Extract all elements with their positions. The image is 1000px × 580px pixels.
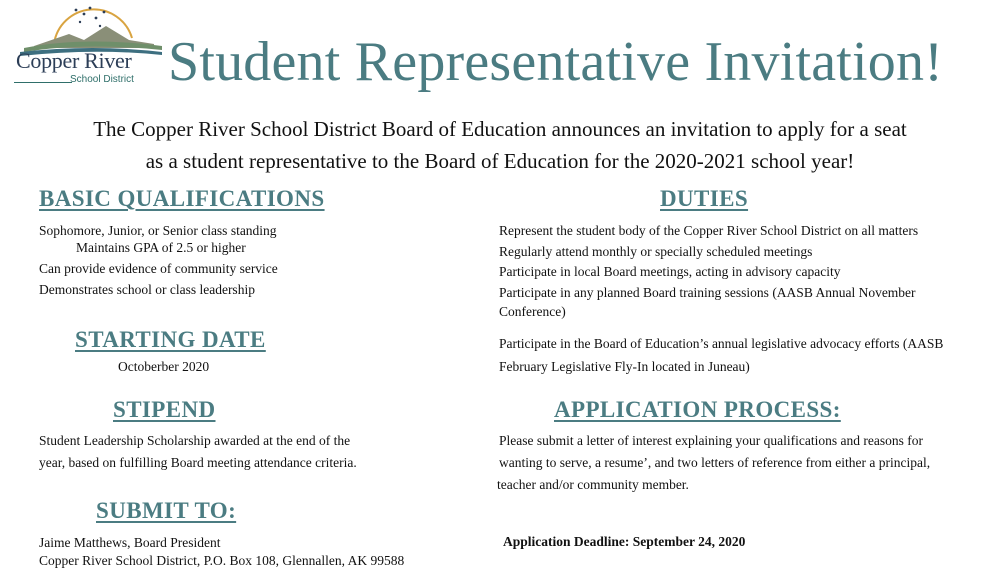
starting-date-value: Octoberber 2020 [118,359,210,374]
qualification-item: Sophomore, Junior, or Senior class standing [39,223,277,238]
district-logo [14,0,164,90]
logo-rule [14,82,72,83]
submit-line-1: Jaime Matthews, Board President [39,535,221,550]
stipend-heading: STIPEND [113,397,216,422]
starting-date-heading: STARTING DATE [75,327,266,352]
duty-item: Conference) [499,304,566,319]
intro-line-2: as a student representative to the Board of Education for the 2020-2021 school year! [145,149,855,173]
duty-item: Participate in local Board meetings, acting in advisory capacity [499,264,841,279]
qualification-item: Maintains GPA of 2.5 or higher [76,240,246,255]
qualifications-heading: BASIC QUALIFICATIONS [39,186,325,211]
application-line-1: Please submit a letter of interest explaining your qualifications and reasons for [499,433,924,448]
intro-line-1: The Copper River School District Board of Education announces an invitation to apply for a seat [93,117,907,141]
logo-name: Copper River [16,48,132,73]
qualification-item: Demonstrates school or class leadership [39,282,255,297]
duty-item: February Legislative Fly-In located in Juneau) [499,359,750,374]
stipend-line-2: year, based on fulfilling Board meeting attendance criteria. [39,455,357,470]
stipend-line-1: Student Leadership Scholarship awarded at the end of the [39,433,351,448]
duties-heading: DUTIES [660,186,749,211]
application-deadline: Application Deadline: September 24, 2020 [503,534,746,549]
qualification-item: Can provide evidence of community service [39,261,278,276]
application-heading: APPLICATION PROCESS: [554,397,841,422]
duty-item: Participate in the Board of Education’s annual legislative advocacy efforts (AASB [499,336,944,351]
duty-item: Represent the student body of the Copper River School District on all matters [499,223,919,238]
page-title: Student Representative Invitation! [168,31,944,93]
duty-item: Participate in any planned Board training sessions (AASB Annual November [499,285,916,300]
submit-heading: SUBMIT TO: [96,498,237,523]
logo-subtitle: School District [70,74,134,85]
submit-line-2: Copper River School District, P.O. Box 108, Glennallen, AK 99588 [39,553,405,568]
application-line-2: wanting to serve, a resume’, and two letters of reference from either a principal, [499,455,931,470]
duty-item: Regularly attend monthly or specially scheduled meetings [499,244,813,259]
application-line-3: teacher and/or community member. [497,477,689,492]
